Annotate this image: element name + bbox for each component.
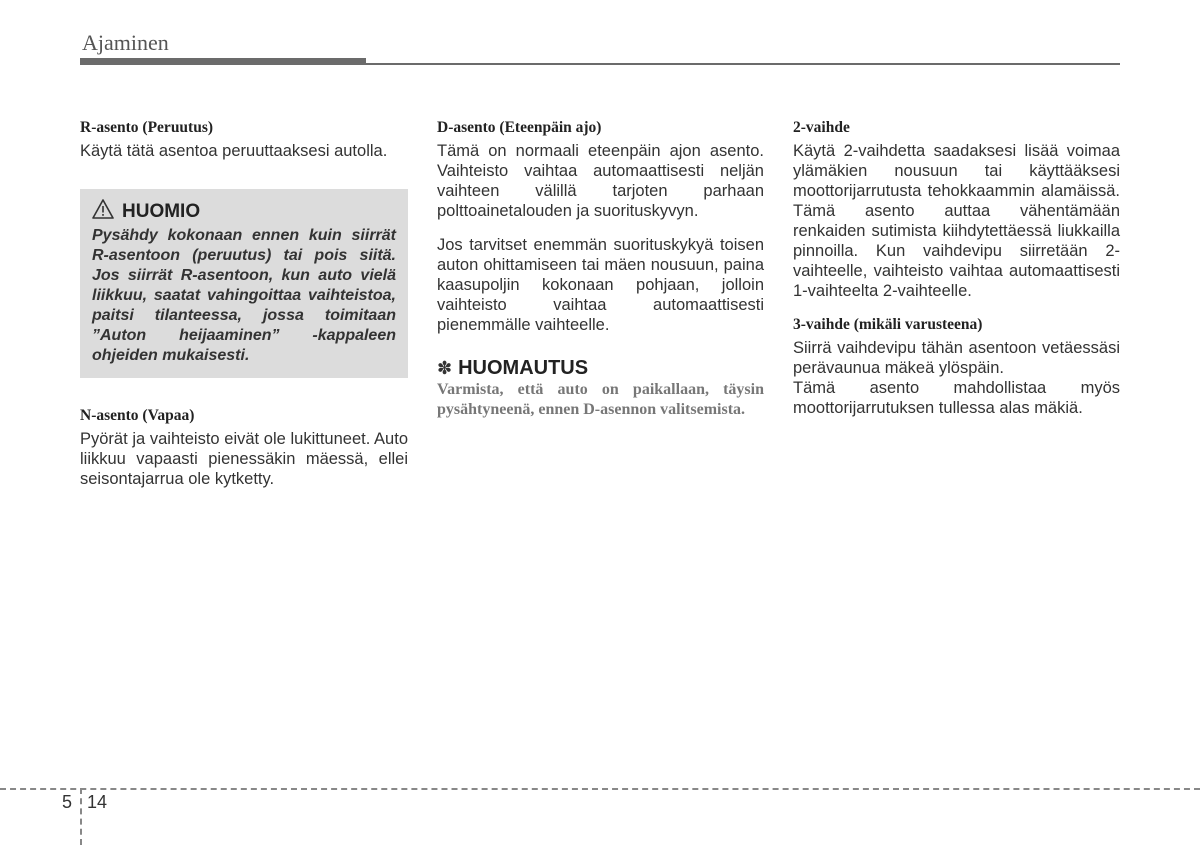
page-number: 14 [87,792,108,812]
note-title-row [437,357,764,380]
section-heading-n: N-asento (Vapaa) [80,407,195,424]
column-right [793,118,1120,418]
column-left [80,118,408,489]
note-text: Varmista, että auto on paikallaan, täysin pysähtyneenä, ennen D-asennon valitsemista. [437,381,764,418]
section-text-n: Pyörät ja vaihteisto eivät ole lukittuneet. Auto liikkuu vapaasti pienessäkin mäessä, ellei seisontajarrua ole kytketty. [80,430,408,488]
section-text-3rd-gear-1: Siirrä vaihdevipu tähän asentoon vetäessäsi perävaunua mäkeä ylöspäin. [793,339,1120,377]
warning-triangle-icon [92,199,114,224]
section-text-2nd-gear: Käytä 2-vaihdetta saadaksesi lisää voimaa ylämäkien nousuun tai käyttääksesi moottorijarrutusta tehokkaammin alamäissä. Tämä asento auttaa vähentämään renkaiden sutimista kiihdytettäessä liukkailla pinnoilla. Kun vaihdevipu siirretään 2-vaihteelle, vaihteisto vaihtaa automaattisesti 1-vaihteelta 2-vaihteelle. [793,142,1120,300]
page-header-title: Ajaminen [82,30,169,55]
warning-title: HUOMIO [122,200,201,222]
section-text-d-1: Tämä on normaali eteenpäin ajon asento. Vaihteisto vaihtaa automaattisesti neljän vaihteen välillä tarjoten parhaan polttoainetalouden ja suorituskyvyn. [437,142,764,220]
section-heading-3rd-gear: 3-vaihde (mikäli varusteena) [793,316,983,333]
chapter-number: 5 [62,792,73,812]
warning-text: Pysähdy kokonaan ennen kuin siirrät R-asentoon (peruutus) tai pois siitä. Jos siirrät R-asentoon, kun auto vielä liikkuu, saatat vahingoittaa vaihteistoa, paitsi tilanteessa, jossa toimitaan ”Auton heijaaminen” -kappaleen ohjeiden mukaisesti. [92,227,396,364]
note-title: HUOMAUTUS [458,357,589,379]
section-text-3rd-gear-2: Tämä asento mahdollistaa myös moottorijarrutuksen tullessa alas mäkiä. [793,379,1120,417]
asterisk-note-icon: ✽ [437,358,453,378]
section-heading-2nd-gear: 2-vaihde [793,119,850,136]
section-heading-d: D-asento (Eteenpäin ajo) [437,119,602,136]
footer-dashed-rule [0,788,1200,790]
section-text-d-2: Jos tarvitset enemmän suorituskykyä toisen auton ohittamiseen tai mäen nousuun, paina kaasupoljin kokonaan pohjaan, jolloin vaihteisto vaihtaa automaattisesti pienemmälle vaihteelle. [437,236,764,334]
footer-dashed-divider [80,788,82,845]
section-heading-r: R-asento (Peruutus) [80,119,214,136]
warning-box [80,189,408,378]
header-rule-thin [366,63,1120,65]
header-rule-thick [80,58,366,65]
warning-title-row [92,199,396,224]
column-middle [437,118,764,420]
section-text-r: Käytä tätä asentoa peruuttaaksesi autolla. [80,142,388,160]
